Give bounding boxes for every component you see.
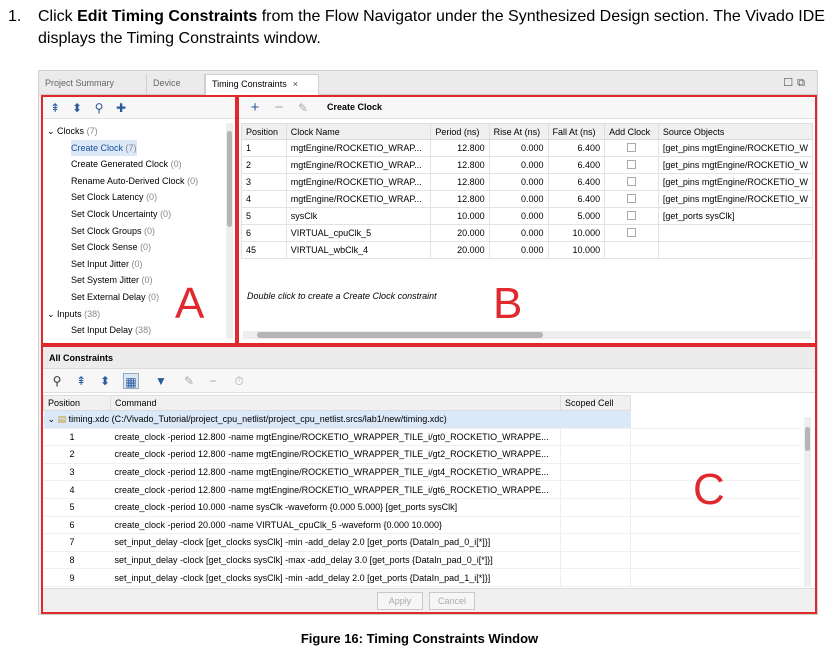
table-cell: 6.400 [548, 157, 605, 174]
tree-item-count: (0) [160, 209, 172, 219]
tree-item-label: Set Input Delay [71, 325, 133, 336]
tree-item-count: (0) [141, 275, 153, 286]
edit-icon[interactable]: ✎ [297, 101, 309, 115]
position-cell: 3 [44, 463, 111, 481]
table-cell: sysClk [286, 208, 431, 225]
window-controls [783, 76, 809, 90]
table-cell: 0.000 [489, 157, 548, 174]
remove-icon[interactable]: − [274, 99, 284, 116]
command-cell: set_input_delay -clock [get_clocks sysClk] -max -add_delay 3.0 [get_ports {DataIn_pad_0_i[*]}] [111, 551, 561, 569]
step-text-bold: Edit Timing Constraints [77, 8, 258, 25]
tab-bar [39, 71, 817, 95]
timer-icon[interactable]: ⏱ [234, 374, 244, 388]
expand-all-icon[interactable]: ⬍ [99, 374, 111, 388]
position-cell: 5 [44, 498, 111, 516]
expand-all-icon[interactable]: ⬍ [71, 101, 83, 115]
table-cell: mgtEngine/ROCKETIO_WRAP... [286, 157, 431, 174]
command-cell: set_input_delay -clock [get_clocks sysClk] -min -add_delay 2.0 [get_ports {DataIn_pad_0_i[*]}] [111, 534, 561, 552]
tree-item-count: (0) [144, 225, 156, 236]
tree-item-label: Create Generated Clock [71, 159, 169, 170]
table-cell: 12.800 [431, 174, 489, 191]
column-header[interactable]: Source Objects [658, 124, 812, 140]
column-header[interactable]: Rise At (ns) [489, 124, 548, 140]
annotation-box-b [237, 95, 817, 345]
table-cell: [get_pins mgtEngine/ROCKETIO_W [658, 174, 812, 191]
tree-item-label: Create Clock [71, 142, 124, 153]
table-cell: 12.800 [431, 157, 489, 174]
tab-project-summary[interactable] [39, 74, 147, 95]
tab-timing-constraints[interactable] [205, 74, 319, 95]
column-header[interactable]: Position [44, 396, 111, 411]
tree-item-label: Set System Jitter [71, 275, 140, 286]
table-cell: 1 [242, 140, 287, 157]
tree-item-label: Rename Auto-Derived Clock [71, 175, 185, 186]
tree-item-label: Set Clock Groups [71, 225, 142, 236]
chevron-down-icon[interactable]: ⌄ [47, 308, 58, 319]
table-cell: 12.800 [431, 140, 489, 157]
table-cell: 6 [242, 225, 287, 242]
tree-item-count: (7) [86, 126, 98, 136]
step-number: 1. [8, 8, 22, 25]
command-cell: create_clock -period 20.000 -name VIRTUAL_cpuClk_5 -waveform {0.000 10.000} [111, 516, 561, 534]
table-cell: 20.000 [431, 242, 489, 259]
table-cell: [get_pins mgtEngine/ROCKETIO_W [658, 157, 812, 174]
add-icon[interactable]: ✚ [115, 101, 127, 115]
tree-item-label: Inputs [57, 308, 82, 319]
tree-item-count: (38) [135, 325, 152, 336]
table-cell: 6.400 [548, 174, 605, 191]
add-icon[interactable]: + [250, 99, 260, 116]
collapse-all-icon[interactable]: ⇞ [75, 374, 87, 388]
table-cell: 5 [242, 208, 287, 225]
table-cell: VIRTUAL_cpuClk_5 [286, 225, 431, 242]
table-cell: 10.000 [548, 225, 605, 242]
table-cell: 10.000 [431, 208, 489, 225]
tab-label: Device [153, 78, 181, 88]
remove-icon[interactable]: − [209, 374, 217, 388]
float-icon[interactable]: ⧉ [797, 77, 809, 89]
figure-caption: Figure 16: Timing Constraints Window [300, 631, 539, 646]
chevron-down-icon[interactable]: ⌄ [47, 413, 56, 424]
table-cell: 5.000 [548, 208, 605, 225]
table-cell: 4 [242, 191, 287, 208]
column-header[interactable]: Fall At (ns) [548, 124, 605, 140]
search-icon[interactable]: ⚲ [52, 374, 62, 388]
table-cell: 10.000 [548, 242, 605, 259]
annotation-label-c: C [693, 465, 725, 514]
table-cell: [get_pins mgtEngine/ROCKETIO_W [658, 191, 812, 208]
chevron-down-icon[interactable]: ⌄ [47, 126, 58, 136]
table-cell: [get_pins mgtEngine/ROCKETIO_W [658, 140, 812, 157]
close-tab-icon[interactable]: × [292, 79, 298, 89]
table-cell: mgtEngine/ROCKETIO_WRAP... [286, 191, 431, 208]
command-cell: create_clock -period 10.000 -name sysClk -waveform {0.000 5.000} [get_ports sysClk] [111, 498, 561, 516]
table-cell: 0.000 [489, 140, 548, 157]
table-cell: 0.000 [489, 242, 548, 259]
table-cell: VIRTUAL_wbClk_4 [286, 242, 431, 259]
position-cell: 8 [44, 551, 111, 569]
column-header[interactable]: Add Clock [605, 124, 659, 140]
annotation-label-b: B [493, 279, 523, 328]
column-header[interactable]: Command [111, 396, 561, 411]
tree-item-label: Clocks [57, 126, 85, 136]
apply-button[interactable]: Apply [377, 592, 423, 610]
column-header[interactable]: Period (ns) [431, 124, 489, 140]
file-icon: ▤ [57, 413, 67, 424]
table-cell: 3 [242, 174, 287, 191]
command-cell: create_clock -period 12.800 -name mgtEngine/ROCKETIO_WRAPPER_TILE_i/gt4_ROCKETIO_WRAPPE... [111, 463, 561, 481]
collapse-all-icon[interactable]: ⇞ [49, 101, 61, 115]
file-path: timing.xdc (C:/Vivado_Tutorial/project_cpu_netlist/project_cpu_netlist.srcs/lab1/new/timing.xdc) [68, 413, 447, 424]
instruction-step [0, 6, 839, 50]
tree-item-count: (0) [140, 242, 152, 253]
filter-icon[interactable]: ▼ [155, 374, 167, 388]
group-by-file-icon[interactable]: ▦ [123, 373, 139, 389]
table-cell: 0.000 [489, 174, 548, 191]
panel-title: All Constraints [43, 347, 815, 369]
tree-item-label: Set Clock Sense [71, 242, 138, 253]
tree-item-label: Set Clock Uncertainty [71, 209, 158, 219]
table-cell: 0.000 [489, 208, 548, 225]
column-header[interactable]: Position [242, 124, 287, 140]
table-cell: 0.000 [489, 191, 548, 208]
create-hint: Double click to create a Create Clock constraint [247, 291, 437, 301]
command-cell: create_clock -period 12.800 -name mgtEngine/ROCKETIO_WRAPPER_TILE_i/gt6_ROCKETIO_WRAPPE... [111, 481, 561, 499]
table-cell: 6.400 [548, 140, 605, 157]
table-cell: mgtEngine/ROCKETIO_WRAP... [286, 174, 431, 191]
position-cell: 2 [44, 446, 111, 464]
tree-item-count: (38) [84, 308, 101, 319]
table-cell: 0.000 [489, 225, 548, 242]
tree-item-label: Set External Delay [71, 292, 146, 302]
tree-item-label: Set Clock Latency [71, 192, 144, 203]
step-text-pre: Click [38, 8, 78, 25]
command-cell: create_clock -period 12.800 -name mgtEngine/ROCKETIO_WRAPPER_TILE_i/gt2_ROCKETIO_WRAPPE... [111, 446, 561, 464]
column-header[interactable]: Clock Name [286, 124, 431, 140]
pin-icon[interactable]: ⚲ [94, 101, 104, 115]
position-cell: 4 [44, 481, 111, 499]
command-cell: create_clock -period 12.800 -name mgtEngine/ROCKETIO_WRAPPER_TILE_i/gt0_ROCKETIO_WRAPPE... [111, 428, 561, 446]
column-header[interactable]: Scoped Cell [561, 396, 631, 411]
timing-constraints-window [38, 70, 818, 615]
edit-icon[interactable]: ✎ [183, 374, 195, 388]
command-cell: set_input_delay -clock [get_clocks sysClk] -min -add_delay 2.0 [get_ports {DataIn_pad_1_i[*]}] [111, 569, 561, 587]
step-text [38, 6, 833, 50]
tree-item-count: (0) [170, 159, 182, 170]
cancel-button[interactable]: Cancel [429, 592, 475, 610]
tree-item-count: (0) [131, 258, 143, 269]
step-text-post: from the Flow Navigator under the Synthesized Design section. The Vivado IDE displays the Timing Constraints window. [38, 8, 825, 47]
annotation-label-a: A [175, 279, 205, 328]
table-cell: 6.400 [548, 191, 605, 208]
table-cell: [get_ports sysClk] [658, 208, 812, 225]
tree-item-count: (0) [146, 192, 158, 203]
tab-label: Timing Constraints [212, 79, 287, 89]
position-cell: 7 [44, 534, 111, 552]
tree-item-count: (0) [187, 175, 199, 186]
table-cell: 45 [242, 242, 287, 259]
position-cell: 9 [44, 569, 111, 587]
position-cell: 1 [44, 428, 111, 446]
annotation-box-a [41, 95, 237, 345]
panel-title: Create Clock [327, 102, 383, 112]
table-cell: 20.000 [431, 225, 489, 242]
table-cell: mgtEngine/ROCKETIO_WRAP... [286, 140, 431, 157]
position-cell: 6 [44, 516, 111, 534]
tree-item-count: (0) [148, 292, 160, 302]
restore-icon[interactable]: ☐ [783, 77, 798, 89]
table-cell: 2 [242, 157, 287, 174]
table-cell: 12.800 [431, 191, 489, 208]
tree-item-label: Set Input Jitter [71, 258, 130, 269]
tab-label: Project Summary [45, 78, 115, 88]
tab-device[interactable] [147, 74, 205, 95]
tree-item-count: (7) [125, 142, 137, 153]
